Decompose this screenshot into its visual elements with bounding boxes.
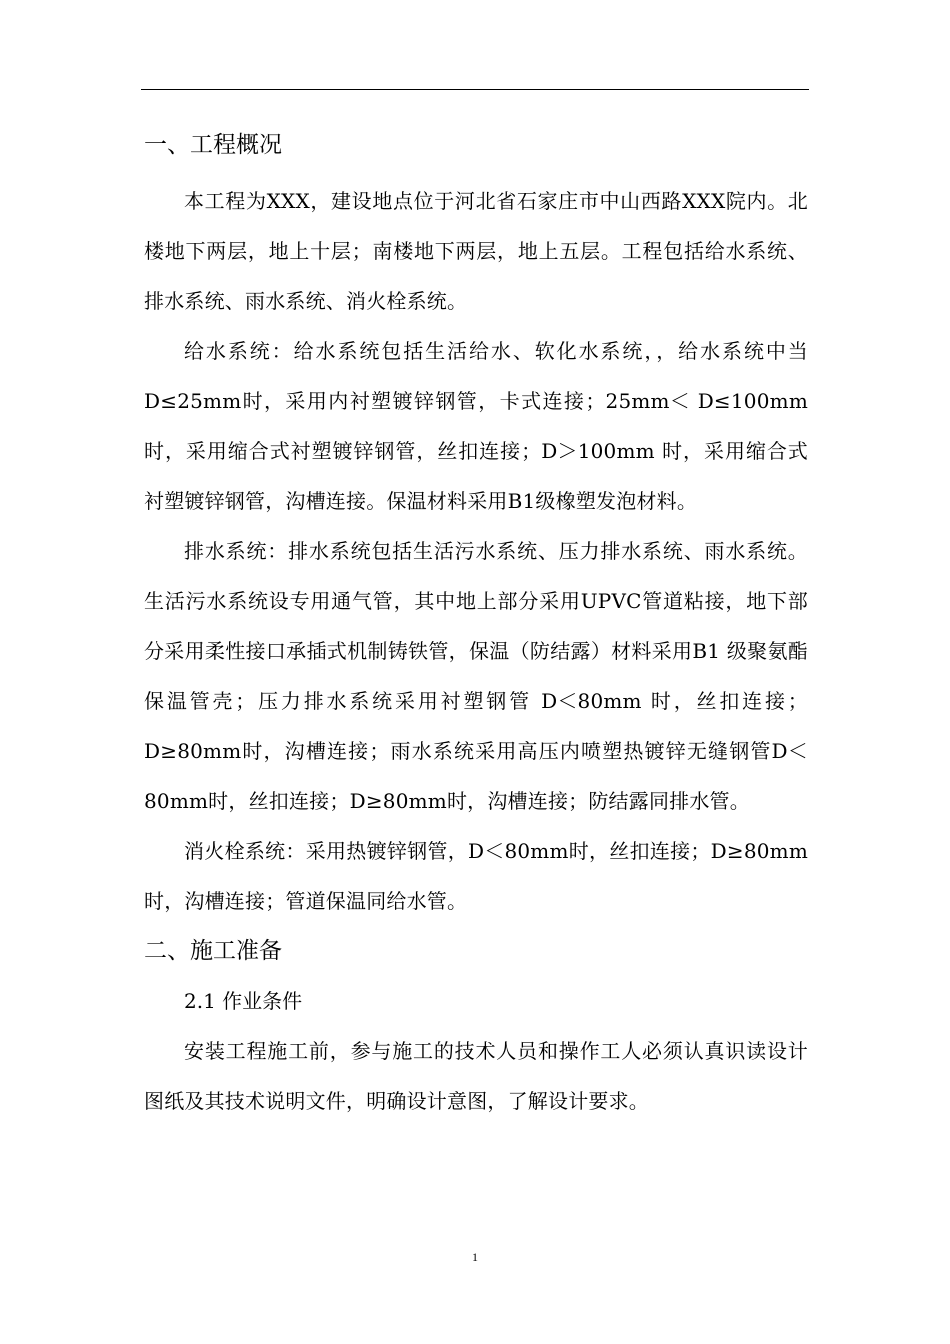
paragraph-water-supply: 给水系统：给水系统包括生活给水、软化水系统，，给水系统中当D≤25mm时，采用内衬塑镀锌钢管，卡式连接；25mm＜ D≤100mm时，采用缩合式衬塑镀锌钢管，丝扣连接；D＞100mm 时，采用缩合式衬塑镀锌钢管，沟槽连接。保温材料采用B1级橡塑发泡材料。 [144,339,808,513]
section-heading-overview: 一、工程概况 [144,132,282,158]
paragraph-drainage: 排水系统：排水系统包括生活污水系统、压力排水系统、雨水系统。生活污水系统设专用通气管，其中地上部分采用UPVC管道粘接，地下部分采用柔性接口承插式机制铸铁管，保温（防结露）材料采用B1 级聚氨酯保温管壳；压力排水系统采用衬塑钢管 D＜80mm 时，丝扣连接；D≥80mm时，沟槽连接；雨水系统采用高压内喷塑热镀锌无缝钢管D＜80mm时，丝扣连接；D≥80mm时，沟槽连接；防结露同排水管。 [144,539,808,813]
subsection-heading-conditions: 2.1 作业条件 [184,989,303,1013]
section-heading-preparation: 二、施工准备 [144,938,282,964]
document-body [144,120,808,1126]
header-rule [141,89,809,90]
paragraph-project-intro: 本工程为XXX，建设地点位于河北省石家庄市中山西路XXX院内。北楼地下两层，地上十层；南楼地下两层，地上五层。工程包括给水系统、排水系统、雨水系统、消火栓系统。 [144,189,808,313]
paragraph-conditions: 安装工程施工前，参与施工的技术人员和操作工人必须认真识读设计图纸及其技术说明文件，明确设计意图，了解设计要求。 [144,1039,808,1113]
page-number: 1 [472,1250,478,1264]
paragraph-fire-hydrant: 消火栓系统：采用热镀锌钢管，D＜80mm时，丝扣连接；D≥80mm时，沟槽连接；管道保温同给水管。 [144,839,808,913]
